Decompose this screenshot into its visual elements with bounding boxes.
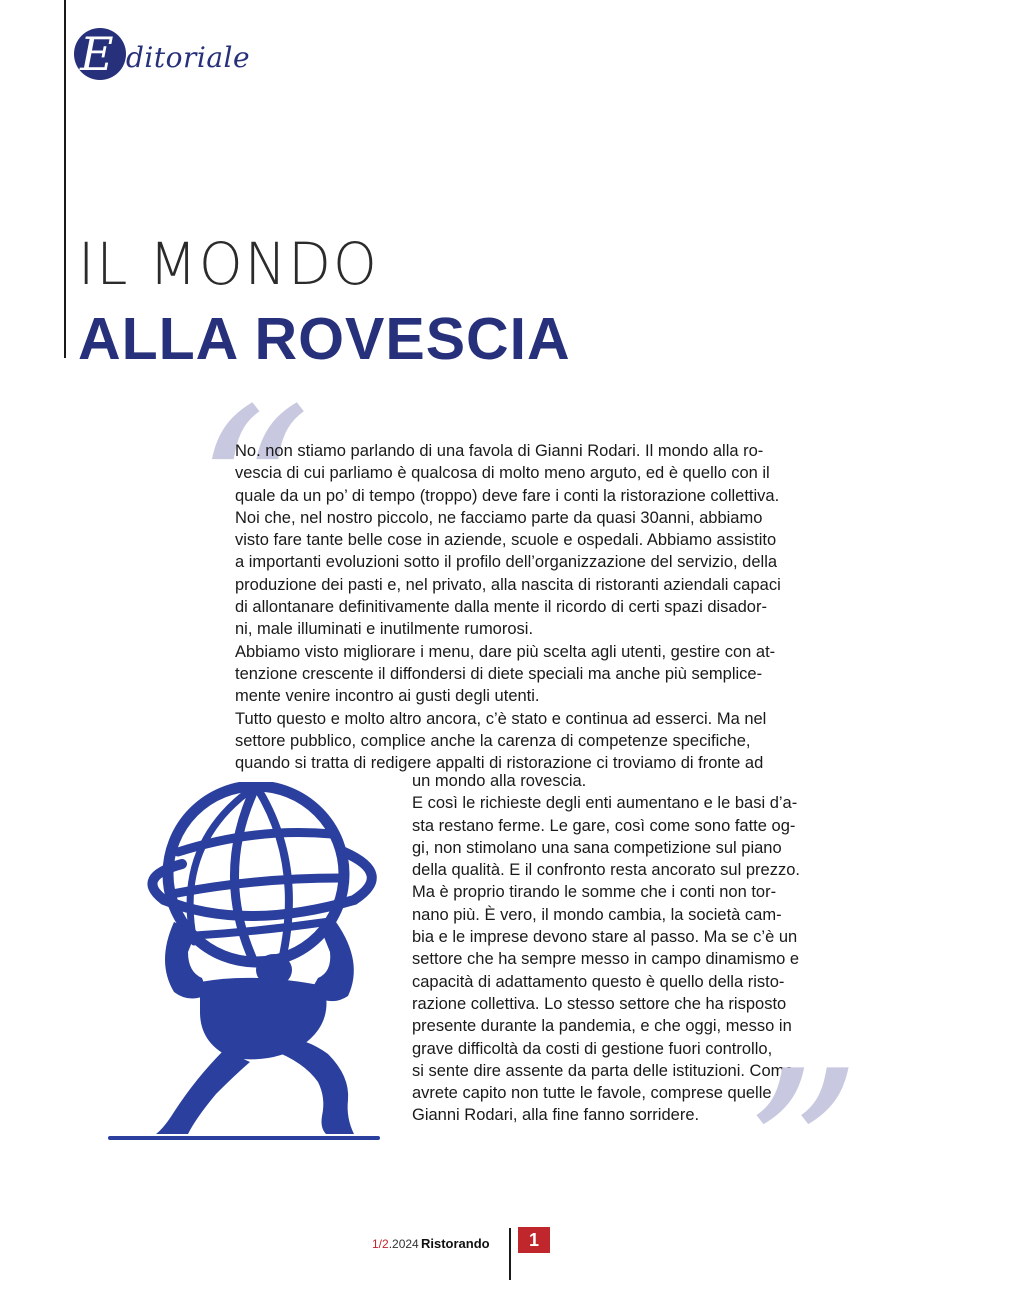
text-line: mente venire incontro ai gusti degli utenti.	[235, 687, 540, 706]
text-line: Noi che, nel nostro piccolo, ne facciamo parte da quasi 30anni, abbiamo	[235, 508, 763, 527]
margin-rule-bottom	[509, 1228, 511, 1280]
text-line: della qualità. E il confronto resta ancorato sul prezzo.	[412, 861, 800, 880]
text-line: Abbiamo visto migliorare i menu, dare più scelta agli utenti, gestire con at-	[235, 642, 776, 661]
text-line: settore che ha sempre messo in campo dinamismo e	[412, 950, 800, 969]
text-line: a importanti evoluzioni sotto il profilo dell’organizzazione del servizio, della	[235, 553, 778, 572]
headline-line-2: ALLA ROVESCIA	[78, 306, 571, 372]
text-line: tenzione crescente il diffondersi di diete speciali ma anche più semplice-	[235, 664, 763, 683]
section-initial: E	[80, 27, 114, 81]
text-line: grave difficoltà da costi di gestione fuori controllo,	[412, 1039, 773, 1058]
text-line: quale da un po’ di tempo (troppo) deve fare i conti la ristorazione collettiva.	[235, 486, 780, 505]
text-line: ni, male illuminati e inutilmente rumorosi.	[235, 620, 534, 639]
close-quote-mark: ”	[744, 1023, 862, 1290]
page-number: 1	[518, 1227, 550, 1253]
text-line: E così le richieste degli enti aumentano e le basi d’a-	[412, 794, 798, 813]
text-line: quando si tratta di redigere appalti di ristorazione ci troviamo di fronte ad	[235, 754, 764, 773]
text-line: Tutto questo e molto altro ancora, c’è stato e continua ad esserci. Ma nel	[235, 709, 767, 728]
text-line: di allontanare definitivamente dalla mente il ricordo di certi spazi disador-	[235, 598, 767, 617]
text-line: vescia di cui parliamo è qualcosa di molto meno arguto, ed è quello con il	[235, 464, 770, 483]
issue-num: 1/2	[372, 1237, 389, 1251]
issue-number	[372, 1236, 419, 1252]
text-line: sta restano ferme. Le gare, così come sono fatte og-	[412, 816, 796, 835]
text-line: razione collettiva. Lo stesso settore che ha risposto	[412, 994, 787, 1013]
text-line: Gianni Rodari, alla fine fanno sorridere.	[412, 1106, 700, 1125]
article-body-top	[235, 440, 821, 774]
margin-rule-top	[64, 0, 66, 358]
issue-year: .2024	[388, 1237, 419, 1251]
magazine-name: Ristorando	[421, 1236, 490, 1251]
text-line: settore pubblico, complice anche la carenza di competenze specifiche,	[235, 731, 751, 750]
text-line: un mondo alla rovescia.	[412, 772, 587, 790]
text-line: gi, non stimolano una sana competizione sul piano	[412, 838, 782, 857]
text-line: avrete capito non tutte le favole, comprese quelle di	[412, 1084, 789, 1103]
section-label: ditoriale	[126, 41, 251, 74]
open-quote-mark: “	[194, 361, 312, 628]
text-line: No. non stiamo parlando di una favola di Gianni Rodari. Il mondo alla ro-	[235, 442, 764, 460]
text-line: nano più. È vero, il mondo cambia, la società cam-	[412, 905, 782, 924]
atlas-globe-icon	[104, 782, 392, 1148]
text-line: si sente dire assente da parta delle istituzioni. Come	[412, 1061, 794, 1080]
text-line: presente durante la pandemia, e che oggi, messo in	[412, 1017, 792, 1036]
text-line: Ma è proprio tirando le somme che i conti non tor-	[412, 883, 777, 902]
text-line: produzione dei pasti e, nel privato, alla nascita di ristoranti aziendali capaci	[235, 575, 781, 594]
text-line: bia e le imprese devono stare al passo. Ma se c’è un	[412, 928, 798, 947]
text-line: capacità di adattamento questo è quello della risto-	[412, 972, 785, 991]
headline-line-1: IL MONDO	[78, 230, 379, 298]
text-line: visto fare tante belle cose in aziende, scuole e ospedali. Abbiamo assistito	[235, 531, 777, 550]
